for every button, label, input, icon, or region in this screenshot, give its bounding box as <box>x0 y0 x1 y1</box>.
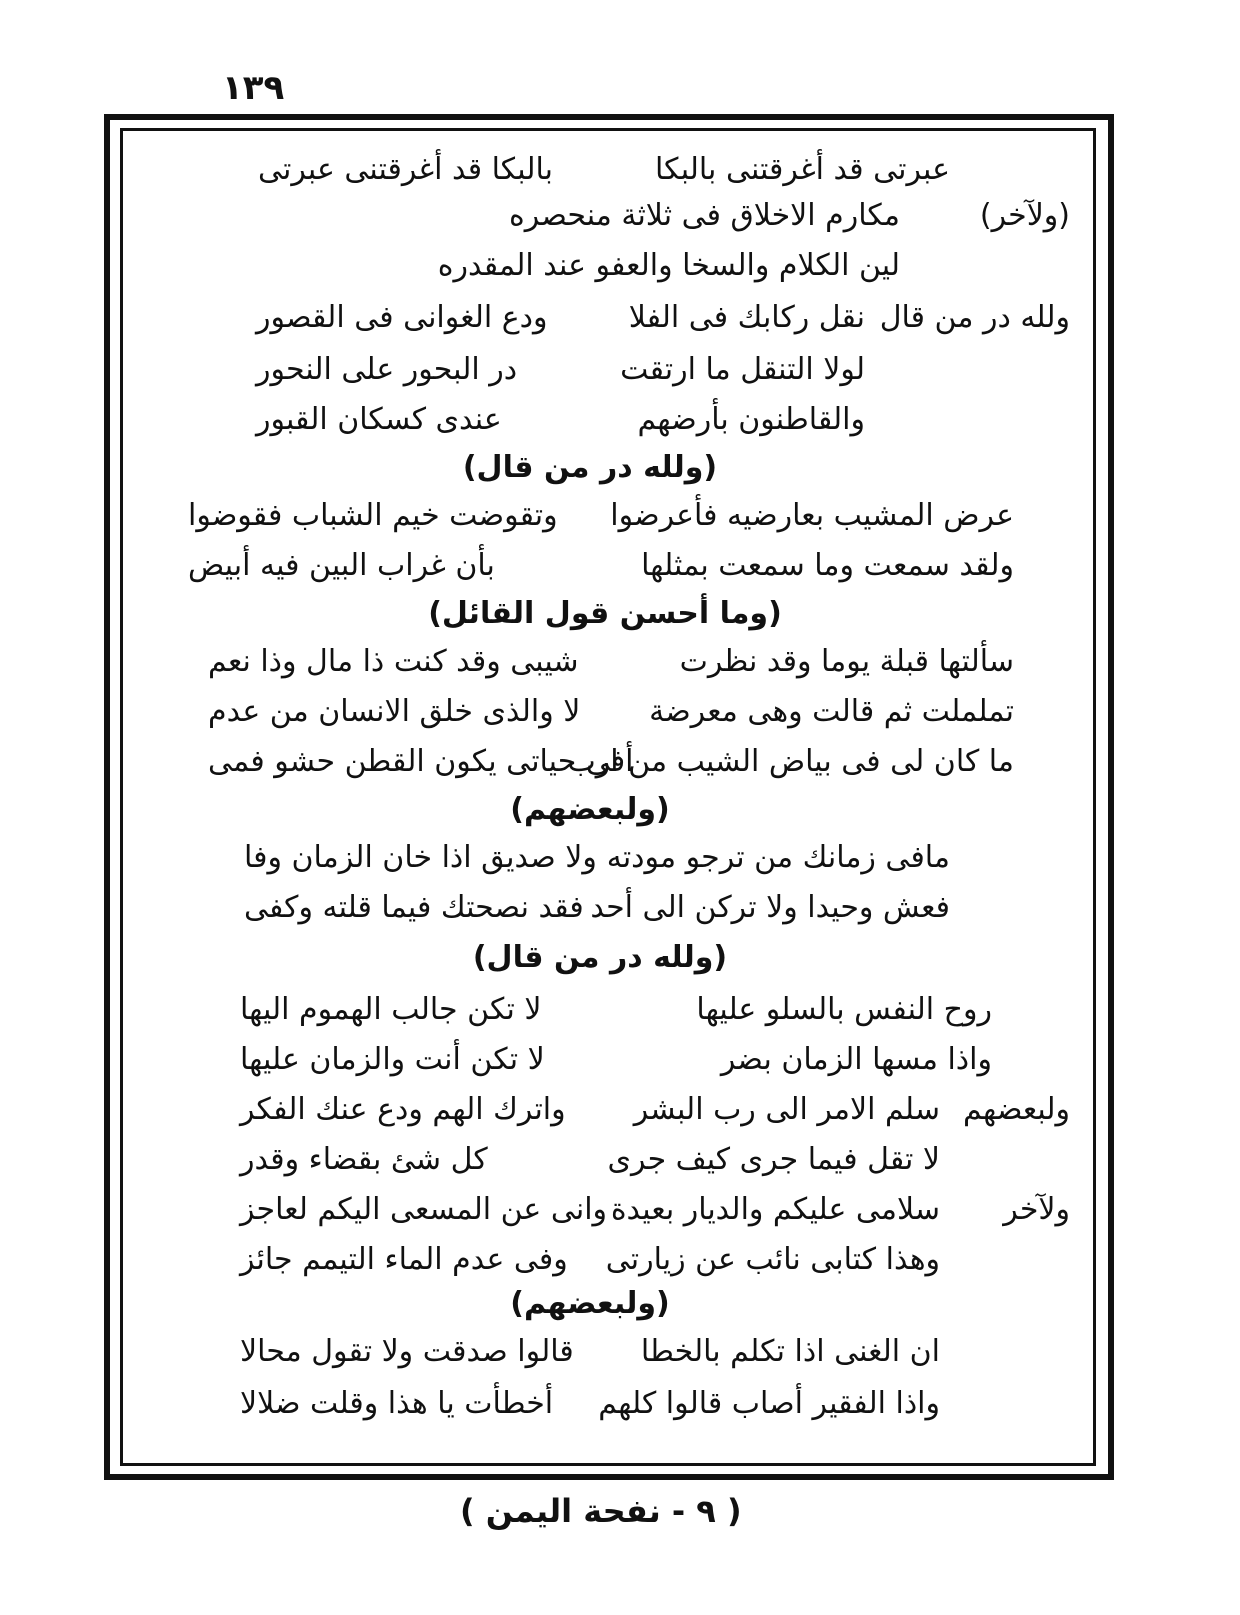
verse-1-first-hemistich: عبرتى قد أغرقتنى بالبكا <box>655 152 950 187</box>
verse-20-second-hemistich: قالوا صدقت ولا تقول محالا <box>240 1334 574 1369</box>
verse-14-second-hemistich: لا تكن جالب الهموم اليها <box>240 992 542 1027</box>
verse-20-first-hemistich: ان الغنى اذا تكلم بالخطا <box>640 1334 940 1369</box>
verse-18-first-hemistich: سلامى عليكم والديار بعيدة <box>610 1192 940 1227</box>
section-heading-5: (ولبعضهم) <box>510 1286 670 1321</box>
verse-13-second-hemistich: فقد نصحتك فيما قلته وكفى <box>244 890 584 925</box>
verse-19-first-hemistich: وهذا كتابى نائب عن زيارتى <box>605 1242 940 1277</box>
verse-2-text: مكارم الاخلاق فى ثلاثة منحصره <box>509 198 900 233</box>
speaker-label-other: (ولآخر) <box>979 198 1070 233</box>
verse-10-first-hemistich: تململت ثم قالت وهى معرضة <box>649 694 1014 729</box>
verse-15-first-hemistich: واذا مسها الزمان بضر <box>720 1042 992 1077</box>
section-heading-2: (وما أحسن قول القائل) <box>428 596 782 631</box>
verse-7-first-hemistich: عرض المشيب بعارضيه فأعرضوا <box>610 498 1014 533</box>
verse-9-first-hemistich: سألتها قبلة يوما وقد نظرت <box>679 644 1014 679</box>
page-number: ١٣٩ <box>222 68 285 108</box>
section-heading-4: (ولله در من قال) <box>472 940 728 975</box>
verse-6-first-hemistich: والقاطنون بأرضهم <box>637 402 865 437</box>
speaker-label-quote: ولله در من قال <box>879 300 1070 335</box>
speaker-label-other-2: ولآخر <box>1003 1192 1070 1227</box>
verse-7-second-hemistich: وتقوضت خيم الشباب فقوضوا <box>188 498 558 533</box>
section-heading-1: (ولله در من قال) <box>462 450 718 485</box>
speaker-label-some: ولبعضهم <box>963 1092 1070 1127</box>
verse-12-second-hemistich: ولا صديق اذا خان الزمان وفا <box>244 840 597 875</box>
verse-13-first-hemistich: فعش وحيدا ولا تركن الى أحد <box>590 890 950 925</box>
verse-1-second-hemistich: بالبكا قد أغرقتنى عبرتى <box>258 152 553 187</box>
verse-16-first-hemistich: سلم الامر الى رب البشر <box>633 1092 940 1127</box>
verse-4-second-hemistich: ودع الغوانى فى القصور <box>256 300 548 335</box>
verse-8-first-hemistich: ولقد سمعت وما سمعت بمثلها <box>641 548 1014 583</box>
verse-15-second-hemistich: لا تكن أنت والزمان عليها <box>240 1042 545 1077</box>
verse-8-second-hemistich: بأن غراب البين فيه أبيض <box>188 548 495 583</box>
verse-9-second-hemistich: شيبى وقد كنت ذا مال وذا نعم <box>208 644 579 679</box>
verse-12-first-hemistich: مافى زمانك من ترجو مودته <box>606 840 950 875</box>
verse-14-first-hemistich: روح النفس بالسلو عليها <box>696 992 992 1027</box>
verse-17-first-hemistich: لا تقل فيما جرى كيف جرى <box>607 1142 940 1177</box>
verse-4-first-hemistich: نقل ركابك فى الفلا <box>628 300 865 335</box>
verse-11-second-hemistich: أفى حياتى يكون القطن حشو فمى <box>208 744 634 779</box>
verse-10-second-hemistich: لا والذى خلق الانسان من عدم <box>208 694 581 729</box>
verse-17-second-hemistich: كل شئ بقضاء وقدر <box>240 1142 488 1177</box>
verse-5-first-hemistich: لولا التنقل ما ارتقت <box>620 352 865 387</box>
verse-21-second-hemistich: أخطأت يا هذا وقلت ضلالا <box>240 1386 554 1421</box>
verse-11-first-hemistich: ما كان لى فى بياض الشيب من ارب <box>567 744 1014 779</box>
verse-18-second-hemistich: وانى عن المسعى اليكم لعاجز <box>240 1192 608 1227</box>
verse-16-second-hemistich: واترك الهم ودع عنك الفكر <box>240 1092 566 1127</box>
verse-5-second-hemistich: در البحور على النحور <box>256 352 518 387</box>
verse-19-second-hemistich: وفى عدم الماء التيمم جائز <box>240 1242 568 1277</box>
page-footer: ( ٩ - نفحة اليمن ) <box>460 1492 742 1530</box>
verse-3-text: لين الكلام والسخا والعفو عند المقدره <box>437 248 900 283</box>
section-heading-3: (ولبعضهم) <box>510 792 670 827</box>
verse-6-second-hemistich: عندى كسكان القبور <box>256 402 502 437</box>
verse-21-first-hemistich: واذا الفقير أصاب قالوا كلهم <box>598 1386 940 1421</box>
